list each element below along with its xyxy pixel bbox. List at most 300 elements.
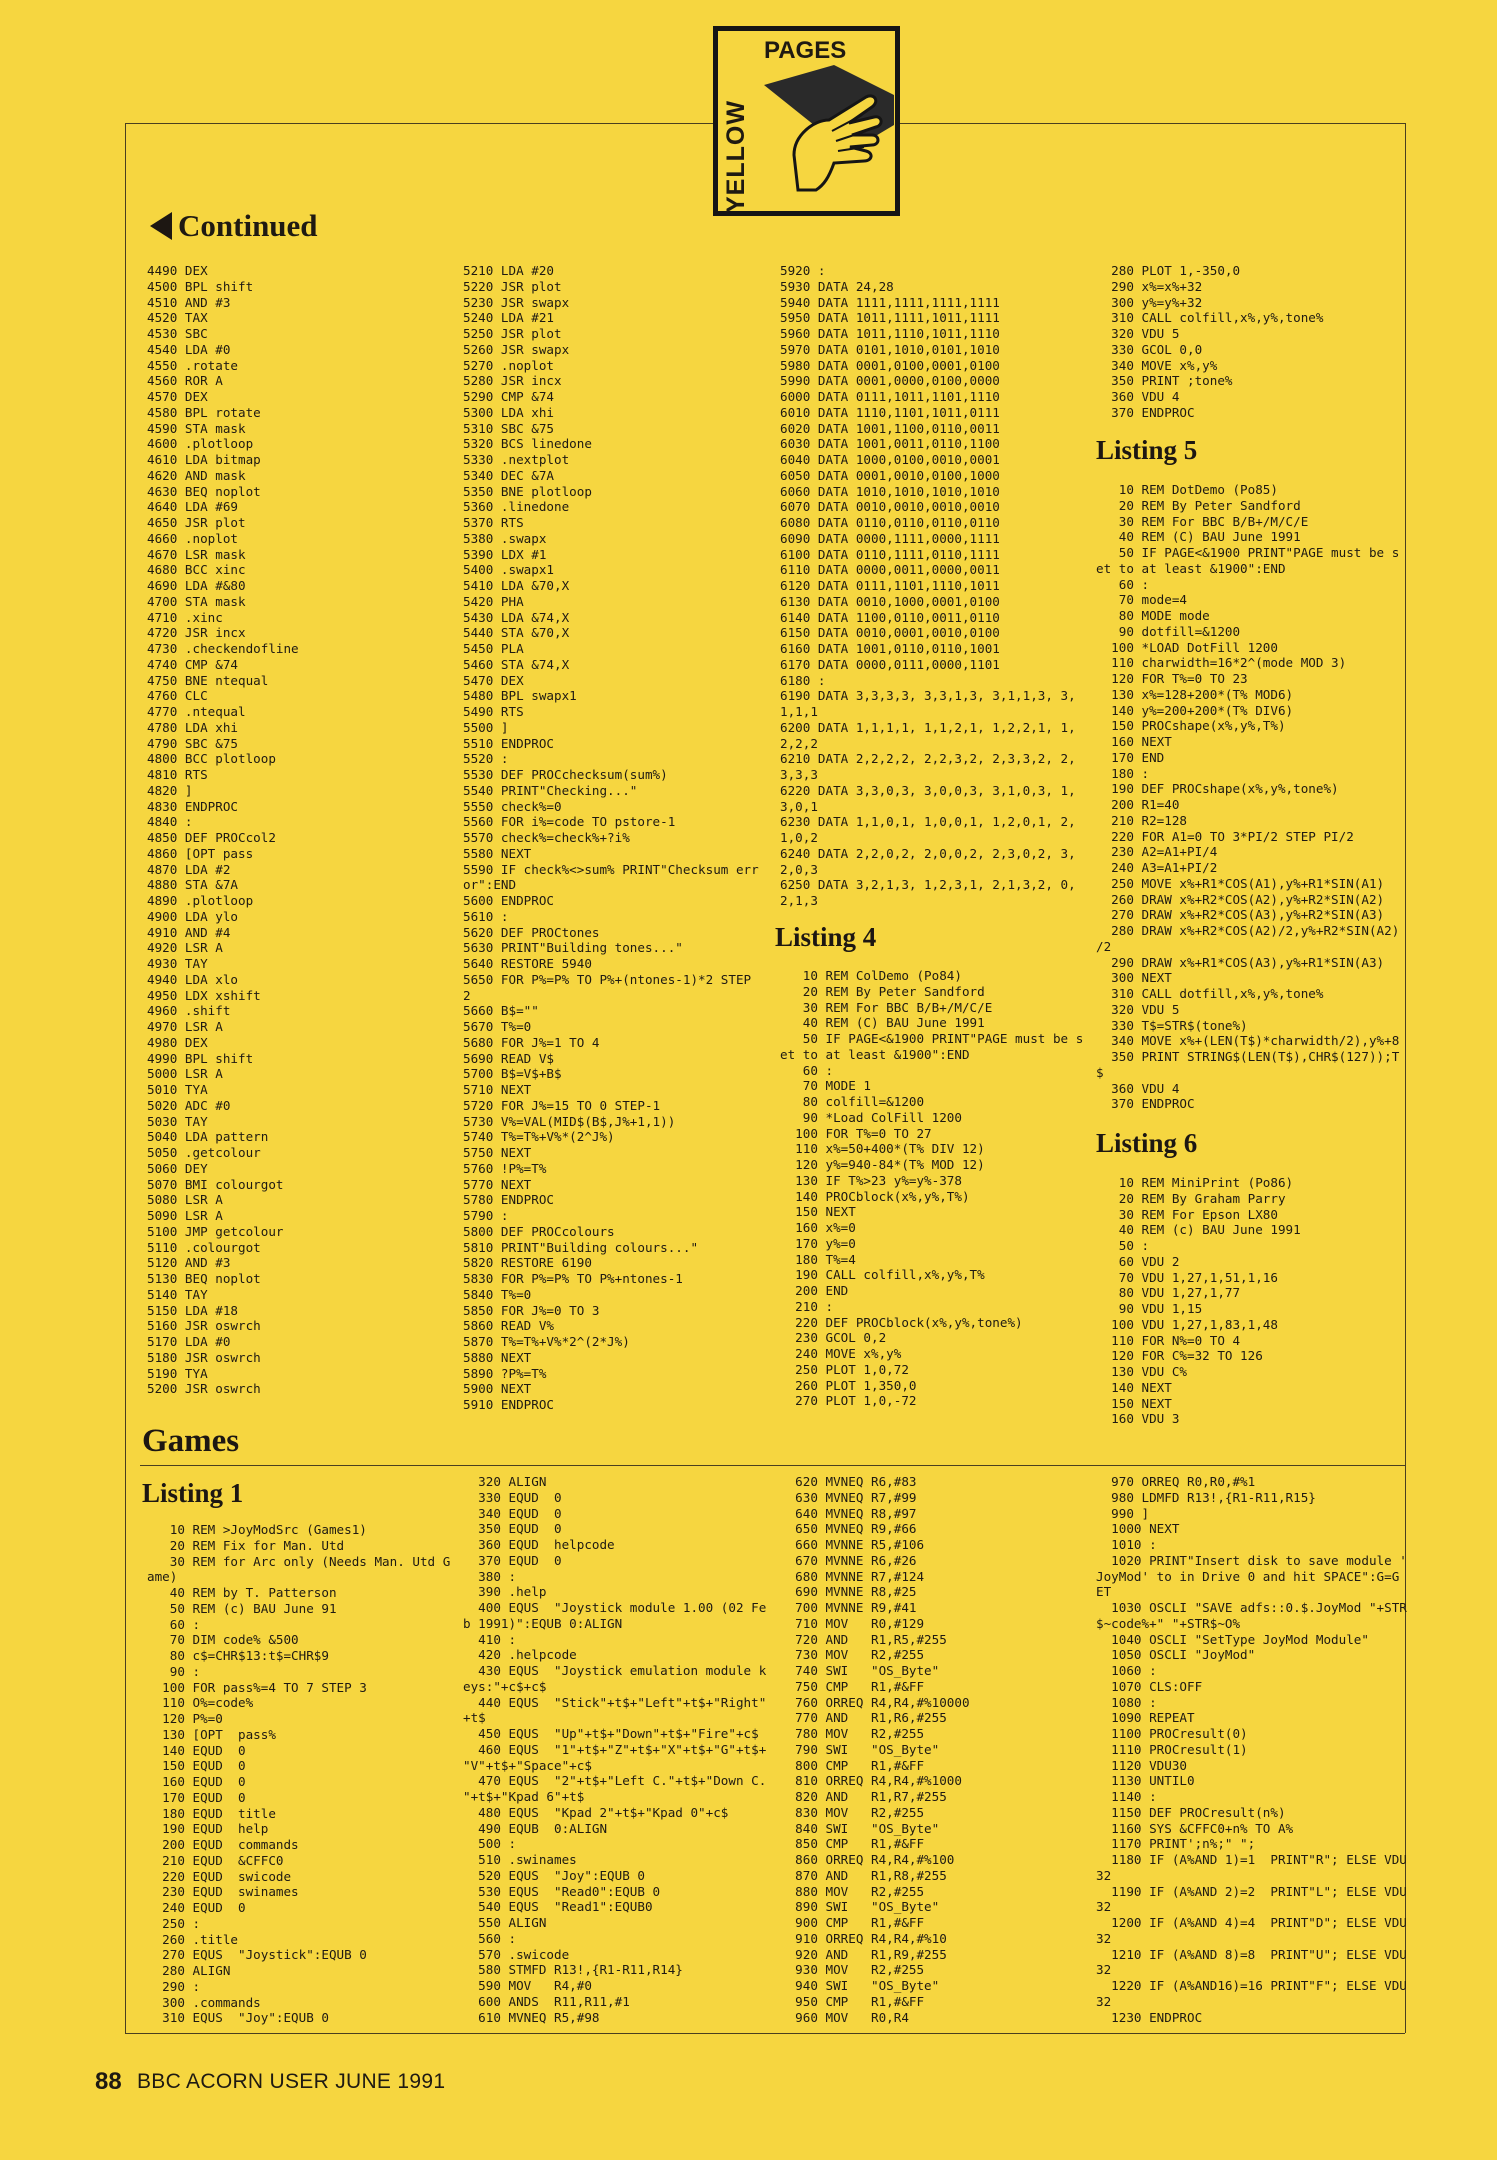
code-line: 300 NEXT bbox=[1096, 970, 1172, 986]
code-line: 10 REM DotDemo (Po85) bbox=[1096, 482, 1278, 497]
code-line: 290 DRAW x%+R1*COS(A3),y%+R1*SIN(A3) bbox=[1096, 954, 1385, 970]
code-line: 820 AND R1,R7,#255 bbox=[780, 1789, 947, 1804]
code-line: 1200 IF (A%AND 4)=4 PRINT"D"; ELSE VDU bbox=[1096, 1915, 1407, 1930]
code-line: 5320 BCS linedone bbox=[463, 436, 592, 452]
code-line: 5450 PLA bbox=[463, 641, 524, 656]
code-line: 40 REM (C) BAU June 1991 bbox=[1096, 529, 1301, 545]
code-line: 3,0,1 bbox=[780, 798, 818, 814]
code-line: 90 *Load ColFill 1200 bbox=[780, 1109, 962, 1125]
code-line: 250 : bbox=[147, 1915, 201, 1931]
code-line: 4700 STA mask bbox=[147, 593, 246, 609]
code-line: 220 DEF PROCblock(x%,y%,tone%) bbox=[780, 1314, 1023, 1330]
code-line: 920 AND R1,R9,#255 bbox=[780, 1946, 947, 1962]
code-line: 5610 : bbox=[463, 908, 509, 924]
code-line: 280 ALIGN bbox=[147, 1963, 231, 1978]
code-line: 1120 VDU30 bbox=[1096, 1757, 1187, 1773]
code-line: 470 EQUS "2"+t$+"Left C."+t$+"Down C. bbox=[463, 1773, 767, 1789]
code-line: 5790 : bbox=[463, 1208, 509, 1223]
code-line: 190 EQUD help bbox=[147, 1821, 269, 1837]
code-line: 4620 AND mask bbox=[147, 467, 246, 483]
code-line: 330 EQUD 0 bbox=[463, 1489, 562, 1505]
code-line: 200 EQUD commands bbox=[147, 1837, 299, 1852]
code-line: 170 EQUD 0 bbox=[147, 1789, 246, 1805]
code-line: 1220 IF (A%AND16)=16 PRINT"F"; ELSE VDU bbox=[1096, 1978, 1407, 1993]
code-line: "V"+t$+"Space"+c$ bbox=[463, 1757, 592, 1773]
code-line: 140 NEXT bbox=[1096, 1379, 1172, 1395]
code-line: 5160 JSR oswrch bbox=[147, 1318, 261, 1334]
code-line: 630 MVNEQ R7,#99 bbox=[780, 1489, 917, 1505]
code-line: 5030 TAY bbox=[147, 1113, 208, 1129]
code-line: 6170 DATA 0000,0111,0000,1101 bbox=[780, 656, 1000, 672]
code-line: 4730 .checkendofline bbox=[147, 641, 299, 656]
code-line: 260 DRAW x%+R2*COS(A2),y%+R2*SIN(A2) bbox=[1096, 891, 1385, 907]
code-line: 70 MODE 1 bbox=[780, 1078, 871, 1094]
code-line: 5300 LDA xhi bbox=[463, 404, 554, 420]
code-line: 6210 DATA 2,2,2,2, 2,2,3,2, 2,3,3,2, 2, bbox=[780, 751, 1076, 767]
code-line: 4670 LSR mask bbox=[147, 546, 246, 562]
code-line: 4790 SBC &75 bbox=[147, 735, 238, 751]
code-line: 6100 DATA 0110,1111,0110,1111 bbox=[780, 546, 1000, 562]
code-line: 30 REM For BBC B/B+/M/C/E bbox=[1096, 513, 1309, 529]
code-line: 410 : bbox=[463, 1631, 517, 1647]
code-line: 200 END bbox=[780, 1283, 849, 1298]
logo-word-pages: PAGES bbox=[764, 37, 847, 64]
code-line: 5970 DATA 0101,1010,0101,1010 bbox=[780, 341, 1000, 357]
code-line: 4720 JSR incx bbox=[147, 625, 246, 641]
code-line: 40 REM (C) BAU June 1991 bbox=[780, 1015, 985, 1031]
code-line: 140 y%=200+200*(T% DIV6) bbox=[1096, 702, 1294, 718]
code-line: 5330 .nextplot bbox=[463, 452, 570, 467]
code-line: 5410 LDA &70,X bbox=[463, 578, 570, 593]
games-heading: Games bbox=[142, 1423, 240, 1459]
code-line: 890 SWI "OS_Byte" bbox=[780, 1899, 940, 1915]
code-line: 1070 CLS:OFF bbox=[1096, 1678, 1203, 1694]
code-line: 210 EQUD &CFFC0 bbox=[147, 1852, 284, 1868]
code-line: 5980 DATA 0001,0100,0001,0100 bbox=[780, 357, 1000, 373]
code-line: 32 bbox=[1096, 1993, 1112, 2009]
code-line: 5460 STA &74,X bbox=[463, 656, 570, 672]
code-line: 70 VDU 1,27,1,51,1,16 bbox=[1096, 1269, 1278, 1285]
code-line: 340 MOVE x%+(LEN(T$)*charwidth/2),y%+8 bbox=[1096, 1033, 1400, 1049]
code-line: 450 EQUS "Up"+t$+"Down"+t$+"Fire"+c$ bbox=[463, 1726, 759, 1741]
code-column-top-2 bbox=[463, 263, 759, 1413]
code-line: 5660 B$="" bbox=[463, 1003, 539, 1019]
code-line: 380 : bbox=[463, 1568, 517, 1584]
code-line: 230 EQUD swinames bbox=[147, 1884, 299, 1900]
code-line: 4710 .xinc bbox=[147, 609, 223, 625]
code-line: 5230 JSR swapx bbox=[463, 294, 570, 310]
code-line: 5770 NEXT bbox=[463, 1176, 532, 1192]
code-line: 4800 BCC plotloop bbox=[147, 751, 276, 767]
code-line: 4550 .rotate bbox=[147, 357, 238, 373]
code-line: 320 VDU 5 bbox=[1096, 1001, 1180, 1017]
code-line: 5490 RTS bbox=[463, 704, 524, 719]
code-line: 20 REM By Graham Parry bbox=[1096, 1190, 1286, 1206]
code-line: 850 CMP R1,#&FF bbox=[780, 1836, 925, 1852]
code-line: 5110 .colourgot bbox=[147, 1239, 261, 1255]
code-line: 6010 DATA 1110,1101,1011,0111 bbox=[780, 404, 1000, 420]
code-line: 5050 .getcolour bbox=[147, 1145, 261, 1160]
code-line: 4690 LDA #&80 bbox=[147, 578, 246, 593]
code-line: 4840 : bbox=[147, 814, 193, 830]
code-line: 650 MVNEQ R9,#66 bbox=[780, 1521, 917, 1537]
code-line: 200 R1=40 bbox=[1096, 797, 1180, 812]
code-line: 5240 LDA #21 bbox=[463, 310, 554, 326]
listing-1-heading: Listing 1 bbox=[142, 1478, 244, 1508]
code-line: or":END bbox=[463, 877, 517, 893]
code-line: 960 MOV R0,R4 bbox=[780, 2009, 909, 2025]
code-line: 4560 ROR A bbox=[147, 373, 223, 389]
code-line: 5890 ?P%=T% bbox=[463, 1365, 547, 1381]
code-line: 510 .swinames bbox=[463, 1852, 577, 1867]
code-line: 300 y%=y%+32 bbox=[1096, 294, 1203, 310]
code-line: 5040 LDA pattern bbox=[147, 1129, 269, 1145]
code-line: 940 SWI "OS_Byte" bbox=[780, 1978, 940, 1993]
code-line: 320 VDU 5 bbox=[1096, 326, 1180, 341]
code-line: 5690 READ V$ bbox=[463, 1050, 554, 1066]
code-line: 4950 LDX xshift bbox=[147, 987, 261, 1003]
code-line: 5280 JSR incx bbox=[463, 373, 562, 389]
code-line: 5830 FOR P%=P% TO P%+ntones-1 bbox=[463, 1271, 683, 1286]
code-line: 180 EQUD title bbox=[147, 1805, 276, 1821]
code-line: 4870 LDA #2 bbox=[147, 861, 231, 877]
code-line: 610 MVNEQ R5,#98 bbox=[463, 2009, 600, 2025]
code-line: 330 T$=STR$(tone%) bbox=[1096, 1017, 1248, 1033]
code-line: 50 : bbox=[1096, 1238, 1150, 1253]
code-line: 5360 .linedone bbox=[463, 499, 570, 515]
code-line: 880 MOV R2,#255 bbox=[780, 1883, 925, 1899]
code-line: 4770 .ntequal bbox=[147, 704, 246, 719]
code-line: 6060 DATA 1010,1010,1010,1010 bbox=[780, 483, 1000, 499]
code-line: 370 ENDPROC bbox=[1096, 1096, 1195, 1112]
code-line: 6020 DATA 1001,1100,0110,0011 bbox=[780, 420, 1000, 436]
code-line: 660 MVNNE R5,#106 bbox=[780, 1537, 925, 1552]
code-line: 220 EQUD swicode bbox=[147, 1868, 292, 1884]
code-line: 160 EQUD 0 bbox=[147, 1774, 246, 1789]
code-line: 5560 FOR i%=code TO pstore-1 bbox=[463, 814, 676, 830]
code-column-bottom-3 bbox=[780, 1474, 970, 2025]
code-line: 6000 DATA 0111,1011,1101,1110 bbox=[780, 389, 1000, 404]
code-column-bottom-2 bbox=[463, 1474, 766, 2025]
code-line: 320 ALIGN bbox=[463, 1474, 547, 1489]
code-line: 30 REM For Epson LX80 bbox=[1096, 1206, 1278, 1222]
code-line: 5750 NEXT bbox=[463, 1145, 532, 1160]
code-line: 1170 PRINT';n%;" "; bbox=[1096, 1836, 1256, 1852]
code-line: 870 AND R1,R8,#255 bbox=[780, 1867, 947, 1883]
code-line: 4960 .shift bbox=[147, 1003, 231, 1019]
code-line: 930 MOV R2,#255 bbox=[780, 1962, 925, 1978]
code-line: 5430 LDA &74,X bbox=[463, 609, 570, 625]
code-line: 90 dotfill=&1200 bbox=[1096, 623, 1241, 639]
code-line: 120 y%=940-84*(T% MOD 12) bbox=[780, 1157, 985, 1172]
code-line: 5220 JSR plot bbox=[463, 278, 562, 294]
code-line: 130 IF T%>23 y%=y%-378 bbox=[780, 1172, 962, 1188]
code-line: 5130 BEQ noplot bbox=[147, 1271, 261, 1286]
code-line: 5860 READ V% bbox=[463, 1318, 554, 1334]
code-line: 970 ORREQ R0,R0,#%1 bbox=[1096, 1474, 1256, 1489]
code-line: 600 ANDS R11,R11,#1 bbox=[463, 1993, 630, 2009]
code-line: 1060 : bbox=[1096, 1663, 1157, 1678]
code-line: 350 PRINT STRING$(LEN(T$),CHR$(127));T bbox=[1096, 1049, 1400, 1064]
code-line: 80 MODE mode bbox=[1096, 608, 1210, 623]
code-line: 3,3,3 bbox=[780, 767, 818, 782]
code-line: 5630 PRINT"Building tones..." bbox=[463, 940, 683, 956]
code-line: 4640 LDA #69 bbox=[147, 499, 238, 515]
code-line: 150 NEXT bbox=[1096, 1395, 1172, 1411]
code-line: 5380 .swapx bbox=[463, 530, 547, 546]
code-line: 620 MVNEQ R6,#83 bbox=[780, 1474, 917, 1489]
code-line: 4660 .noplot bbox=[147, 530, 238, 546]
code-line: 910 ORREQ R4,R4,#%10 bbox=[780, 1930, 947, 1946]
code-line: 810 ORREQ R4,R4,#%1000 bbox=[780, 1773, 962, 1789]
code-line: 5020 ADC #0 bbox=[147, 1097, 231, 1113]
code-line: 10 REM MiniPrint (Po86) bbox=[1096, 1175, 1294, 1190]
code-line: 5400 .swapx1 bbox=[463, 562, 554, 578]
code-line: 4650 JSR plot bbox=[147, 515, 246, 530]
frame-bottom-rule bbox=[125, 2033, 1405, 2034]
code-line: 180 T%=4 bbox=[780, 1251, 856, 1267]
code-line: 110 charwidth=16*2^(mode MOD 3) bbox=[1096, 655, 1347, 671]
code-line: 5620 DEF PROCtones bbox=[463, 924, 600, 940]
code-line: 4570 DEX bbox=[147, 389, 208, 404]
code-line: 5120 AND #3 bbox=[147, 1255, 231, 1271]
code-line: 5060 DEY bbox=[147, 1160, 208, 1176]
code-line: 20 REM By Peter Sandford bbox=[780, 983, 985, 999]
code-line: 340 MOVE x%,y% bbox=[1096, 357, 1218, 373]
code-line: 230 GCOL 0,2 bbox=[780, 1330, 887, 1346]
code-line: 5190 TYA bbox=[147, 1365, 208, 1381]
code-line: 5500 ] bbox=[463, 719, 509, 735]
games-rule bbox=[140, 1465, 1405, 1466]
code-line: 4600 .plotloop bbox=[147, 436, 254, 452]
code-column-bottom-1 bbox=[147, 1522, 450, 2026]
code-column-bottom-4 bbox=[1096, 1474, 1407, 2025]
code-line: b 1991)":EQUB 0:ALIGN bbox=[463, 1615, 623, 1631]
code-line: 150 EQUD 0 bbox=[147, 1758, 246, 1774]
code-line: 5090 LSR A bbox=[147, 1208, 223, 1223]
code-line: 310 CALL colfill,x%,y%,tone% bbox=[1096, 310, 1324, 326]
code-line: 360 EQUD helpcode bbox=[463, 1537, 615, 1552]
code-line: 6050 DATA 0001,0010,0100,1000 bbox=[780, 467, 1000, 483]
code-line: 530 EQUS "Read0":EQUB 0 bbox=[463, 1883, 661, 1899]
code-line: 5940 DATA 1111,1111,1111,1111 bbox=[780, 294, 1000, 310]
code-line: 160 VDU 3 bbox=[1096, 1411, 1180, 1427]
code-line: 370 ENDPROC bbox=[1096, 404, 1195, 420]
code-line: 4910 AND #4 bbox=[147, 924, 231, 940]
code-column-top-4c bbox=[1096, 1175, 1301, 1427]
listing-5-heading: Listing 5 bbox=[1096, 435, 1198, 465]
code-line: 5710 NEXT bbox=[463, 1082, 532, 1097]
code-line: 5880 NEXT bbox=[463, 1349, 532, 1365]
listing-6-heading: Listing 6 bbox=[1096, 1128, 1198, 1158]
code-line: 720 AND R1,R5,#255 bbox=[780, 1631, 947, 1647]
code-line: 5950 DATA 1011,1111,1011,1111 bbox=[780, 310, 1000, 326]
code-line: 4750 BNE ntequal bbox=[147, 672, 269, 688]
code-line: 1050 OSCLI "JoyMod" bbox=[1096, 1647, 1256, 1663]
code-line: 220 FOR A1=0 TO 3*PI/2 STEP PI/2 bbox=[1096, 828, 1354, 844]
code-line: 5570 check%=check%+?i% bbox=[463, 830, 630, 845]
code-line: 170 END bbox=[1096, 749, 1165, 765]
code-line: 900 CMP R1,#&FF bbox=[780, 1915, 925, 1930]
code-line: 5440 STA &70,X bbox=[463, 625, 570, 641]
code-line: 280 DRAW x%+R2*COS(A2)/2,y%+R2*SIN(A2) bbox=[1096, 923, 1400, 938]
code-line: 6080 DATA 0110,0110,0110,0110 bbox=[780, 515, 1000, 530]
code-line: 150 NEXT bbox=[780, 1204, 856, 1220]
code-line: 4930 TAY bbox=[147, 956, 208, 971]
code-line: 6250 DATA 3,2,1,3, 1,2,3,1, 2,1,3,2, 0, bbox=[780, 877, 1076, 893]
code-line: ET bbox=[1096, 1584, 1112, 1600]
magazine-footer: BBC ACORN USER JUNE 1991 bbox=[137, 2070, 446, 2093]
code-line: 100 FOR pass%=4 TO 7 STEP 3 bbox=[147, 1679, 367, 1695]
code-line: 360 VDU 4 bbox=[1096, 389, 1180, 404]
code-line: 4830 ENDPROC bbox=[147, 798, 238, 814]
code-line: 250 MOVE x%+R1*COS(A1),y%+R1*SIN(A1) bbox=[1096, 875, 1385, 891]
code-line: $~code%+" "+STR$~O% bbox=[1096, 1615, 1241, 1631]
code-line: 240 A3=A1+PI/2 bbox=[1096, 860, 1218, 875]
code-line: 690 MVNNE R8,#25 bbox=[780, 1584, 917, 1600]
code-line: 4880 STA &7A bbox=[147, 877, 238, 893]
code-line: 290 : bbox=[147, 1978, 201, 1994]
code-line: 80 colfill=&1200 bbox=[780, 1094, 925, 1109]
code-line: 340 EQUD 0 bbox=[463, 1505, 562, 1521]
code-line: "+t$+"Kpad 6"+t$ bbox=[463, 1789, 585, 1804]
code-line: 2,2,2 bbox=[780, 735, 818, 751]
code-line: 4810 RTS bbox=[147, 767, 208, 782]
code-line: 400 EQUS "Joystick module 1.00 (02 Fe bbox=[463, 1600, 767, 1615]
code-line: 40 REM (c) BAU June 1991 bbox=[1096, 1222, 1301, 1238]
code-line: 790 SWI "OS_Byte" bbox=[780, 1741, 940, 1757]
code-line: 6240 DATA 2,2,0,2, 2,0,0,2, 2,3,0,2, 3, bbox=[780, 845, 1076, 861]
code-line: 150 PROCshape(x%,y%,T%) bbox=[1096, 718, 1286, 734]
code-line: 1030 OSCLI "SAVE adfs::0.$.JoyMod "+STR bbox=[1096, 1600, 1407, 1615]
code-line: 5100 JMP getcolour bbox=[147, 1223, 284, 1239]
code-line: 1,1,1 bbox=[780, 704, 818, 719]
code-line: 1090 REPEAT bbox=[1096, 1710, 1195, 1726]
code-line: 460 EQUS "1"+t$+"Z"+t$+"X"+t$+"G"+t$+ bbox=[463, 1741, 767, 1757]
code-line: 420 .helpcode bbox=[463, 1647, 577, 1663]
logo-word-yellow: YELLOW bbox=[722, 100, 750, 213]
code-line: 6220 DATA 3,3,0,3, 3,0,0,3, 3,1,0,3, 1, bbox=[780, 782, 1076, 798]
code-line: 640 MVNEQ R8,#97 bbox=[780, 1505, 917, 1521]
code-line: 6070 DATA 0010,0010,0010,0010 bbox=[780, 499, 1000, 515]
code-line: 5800 DEF PROCcolours bbox=[463, 1223, 615, 1239]
code-line: 4990 BPL shift bbox=[147, 1050, 254, 1066]
code-line: 260 .title bbox=[147, 1931, 238, 1947]
code-line: 500 : bbox=[463, 1836, 517, 1852]
yellow-pages-logo bbox=[713, 26, 900, 216]
code-line: 2 bbox=[463, 987, 471, 1003]
code-line: 5080 LSR A bbox=[147, 1192, 223, 1208]
code-line: 6190 DATA 3,3,3,3, 3,3,1,3, 3,1,1,3, 3, bbox=[780, 688, 1076, 704]
code-line: 100 VDU 1,27,1,83,1,48 bbox=[1096, 1316, 1278, 1332]
code-line: 32 bbox=[1096, 1962, 1112, 1978]
code-line: 1010 : bbox=[1096, 1537, 1157, 1552]
code-line: 1210 IF (A%AND 8)=8 PRINT"U"; ELSE VDU bbox=[1096, 1946, 1407, 1962]
code-line: 4740 CMP &74 bbox=[147, 656, 238, 672]
code-line: 4540 LDA #0 bbox=[147, 341, 231, 357]
code-line: 4580 BPL rotate bbox=[147, 404, 261, 420]
code-line: 5600 ENDPROC bbox=[463, 893, 554, 908]
code-line: 290 x%=x%+32 bbox=[1096, 278, 1203, 294]
code-line: 4610 LDA bitmap bbox=[147, 452, 261, 467]
code-line: 2,1,3 bbox=[780, 893, 818, 908]
code-line: 120 P%=0 bbox=[147, 1711, 223, 1726]
code-line: 1230 ENDPROC bbox=[1096, 2009, 1203, 2025]
frame-left-rule bbox=[125, 123, 126, 2033]
code-line: 4940 LDA xlo bbox=[147, 971, 238, 987]
code-line: 280 PLOT 1,-350,0 bbox=[1096, 263, 1241, 278]
code-line: 6150 DATA 0010,0001,0010,0100 bbox=[780, 625, 1000, 641]
code-line: 120 FOR C%=32 TO 126 bbox=[1096, 1348, 1263, 1364]
code-line: 80 VDU 1,27,1,77 bbox=[1096, 1285, 1241, 1301]
code-line: 350 EQUD 0 bbox=[463, 1521, 562, 1537]
code-line: 480 EQUS "Kpad 2"+t$+"Kpad 0"+c$ bbox=[463, 1804, 729, 1820]
code-line: 4530 SBC bbox=[147, 326, 208, 341]
code-line: 750 CMP R1,#&FF bbox=[780, 1678, 925, 1694]
code-line: 6140 DATA 1100,0110,0011,0110 bbox=[780, 609, 1000, 625]
code-line: 520 EQUS "Joy":EQUB 0 bbox=[463, 1867, 645, 1883]
code-line: 20 REM By Peter Sandford bbox=[1096, 497, 1301, 513]
code-line: 5640 RESTORE 5940 bbox=[463, 956, 592, 971]
code-line: 360 VDU 4 bbox=[1096, 1080, 1180, 1096]
code-line: 260 PLOT 1,350,0 bbox=[780, 1377, 917, 1393]
code-line: 5510 ENDPROC bbox=[463, 735, 554, 751]
code-line: 32 bbox=[1096, 1867, 1112, 1883]
code-line: 6090 DATA 0000,1111,0000,1111 bbox=[780, 530, 1000, 546]
code-line: 5580 NEXT bbox=[463, 845, 532, 861]
code-line: 4520 TAX bbox=[147, 310, 208, 326]
code-line: 1080 : bbox=[1096, 1694, 1157, 1710]
code-line: 60 : bbox=[1096, 576, 1150, 592]
code-line: 20 REM Fix for Man. Utd bbox=[147, 1537, 345, 1553]
code-line: 6040 DATA 1000,0100,0010,0001 bbox=[780, 452, 1000, 467]
code-line: 170 y%=0 bbox=[780, 1235, 856, 1251]
code-line: 6110 DATA 0000,0011,0000,0011 bbox=[780, 562, 1000, 578]
code-line: 1180 IF (A%AND 1)=1 PRINT"R"; ELSE VDU bbox=[1096, 1852, 1407, 1867]
listing-4-heading: Listing 4 bbox=[775, 922, 877, 952]
code-line: 90 : bbox=[147, 1663, 201, 1679]
code-line: 560 : bbox=[463, 1930, 517, 1946]
code-line: 50 IF PAGE<&1900 PRINT"PAGE must be s bbox=[1096, 545, 1400, 560]
code-line: 700 MVNNE R9,#41 bbox=[780, 1600, 917, 1615]
code-line: 5810 PRINT"Building colours..." bbox=[463, 1239, 699, 1255]
code-line: 5010 TYA bbox=[147, 1082, 208, 1097]
code-line: JoyMod' to in Drive 0 and hit SPACE":G=G bbox=[1096, 1568, 1400, 1584]
code-line: 110 O%=code% bbox=[147, 1695, 254, 1711]
code-line: 840 SWI "OS_Byte" bbox=[780, 1820, 940, 1836]
code-line: 580 STMFD R13!,{R1-R11,R14} bbox=[463, 1962, 683, 1978]
code-line: 5820 RESTORE 6190 bbox=[463, 1255, 592, 1271]
code-line: 6030 DATA 1001,0011,0110,1100 bbox=[780, 436, 1000, 452]
code-line: 50 IF PAGE<&1900 PRINT"PAGE must be s bbox=[780, 1031, 1084, 1046]
code-line: 5350 BNE plotloop bbox=[463, 483, 592, 499]
code-line: 130 [OPT pass% bbox=[147, 1726, 276, 1742]
code-line: 4680 BCC xinc bbox=[147, 562, 246, 578]
code-line: 6180 : bbox=[780, 672, 826, 688]
code-line: 370 EQUD 0 bbox=[463, 1552, 562, 1568]
code-line: 190 DEF PROCshape(x%,y%,tone%) bbox=[1096, 781, 1339, 797]
code-line: 130 VDU C% bbox=[1096, 1364, 1187, 1379]
code-line: 240 EQUD 0 bbox=[147, 1900, 246, 1915]
code-line: 70 DIM code% &500 bbox=[147, 1632, 299, 1648]
code-line: 830 MOV R2,#255 bbox=[780, 1804, 925, 1820]
code-line: 670 MVNNE R6,#26 bbox=[780, 1552, 917, 1568]
left-arrow-icon bbox=[150, 212, 172, 240]
code-line: 5140 TAY bbox=[147, 1286, 208, 1302]
code-line: 540 EQUS "Read1":EQUB0 bbox=[463, 1899, 653, 1915]
code-line: 110 x%=50+400*(T% DIV 12) bbox=[780, 1141, 985, 1157]
code-line: ame) bbox=[147, 1569, 178, 1585]
